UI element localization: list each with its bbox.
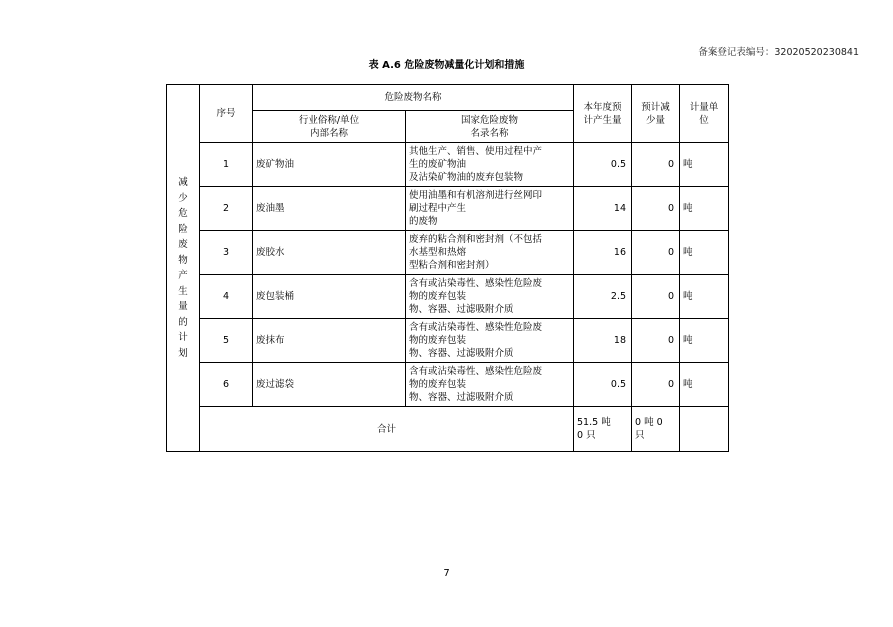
row-name: 废矿物油 xyxy=(253,143,406,187)
row-annual: 0.5 xyxy=(574,143,632,187)
header-waste-name: 危险废物名称 xyxy=(253,85,574,111)
row-national: 使用油墨和有机溶剂进行丝网印 刷过程中产生 的废物 xyxy=(406,187,574,231)
table-row xyxy=(167,319,729,363)
side-char: 减 xyxy=(178,177,188,188)
total-annual: 51.5 吨 0 只 xyxy=(574,407,632,452)
row-reduce: 0 xyxy=(632,187,680,231)
row-name: 废抹布 xyxy=(253,319,406,363)
total-unit xyxy=(680,407,729,452)
header-industry-name: 行业俗称/单位 内部名称 xyxy=(253,111,406,143)
row-seq: 4 xyxy=(200,275,253,319)
row-seq: 1 xyxy=(200,143,253,187)
row-annual: 0.5 xyxy=(574,363,632,407)
header-seq: 序号 xyxy=(200,85,253,143)
header-row-1 xyxy=(167,85,729,111)
side-char: 生 xyxy=(178,285,188,297)
row-seq: 3 xyxy=(200,231,253,275)
row-annual: 2.5 xyxy=(574,275,632,319)
row-national: 含有或沾染毒性、感染性危险废 物的废弃包装 物、容器、过滤吸附介质 xyxy=(406,275,574,319)
row-national: 含有或沾染毒性、感染性危险废 物的废弃包装 物、容器、过滤吸附介质 xyxy=(406,363,574,407)
row-national: 含有或沾染毒性、感染性危险废 物的废弃包装 物、容器、过滤吸附介质 xyxy=(406,319,574,363)
header-national-name: 国家危险废物 名录名称 xyxy=(406,111,574,143)
side-char: 物 xyxy=(178,254,188,266)
row-annual: 18 xyxy=(574,319,632,363)
row-reduce: 0 xyxy=(632,143,680,187)
row-annual: 14 xyxy=(574,187,632,231)
header-annual: 本年度预 计产生量 xyxy=(574,85,632,143)
table-row xyxy=(167,275,729,319)
side-char: 少 xyxy=(178,192,188,204)
row-reduce: 0 xyxy=(632,275,680,319)
side-char: 产 xyxy=(178,270,188,281)
registration-number: 备案登记表编号：32020520230841 xyxy=(698,47,859,58)
table-row xyxy=(167,231,729,275)
row-reduce: 0 xyxy=(632,363,680,407)
side-char: 量 xyxy=(178,301,188,312)
row-national: 其他生产、销售、使用过程中产 生的废矿物油 及沾染矿物油的废弃包装物 xyxy=(406,143,574,187)
row-name: 废包装桶 xyxy=(253,275,406,319)
table-row xyxy=(167,187,729,231)
row-unit: 吨 xyxy=(680,143,729,187)
side-char: 的 xyxy=(178,316,188,328)
table-title: 表 A.6 危险废物减量化计划和措施 xyxy=(368,60,525,71)
table-row xyxy=(167,143,729,187)
row-reduce: 0 xyxy=(632,319,680,363)
row-unit: 吨 xyxy=(680,231,729,275)
side-label xyxy=(167,85,200,452)
side-char: 计 xyxy=(178,332,188,343)
row-unit: 吨 xyxy=(680,275,729,319)
header-reduce: 预计减 少量 xyxy=(632,85,680,143)
row-unit: 吨 xyxy=(680,363,729,407)
total-row xyxy=(167,407,729,452)
row-seq: 5 xyxy=(200,319,253,363)
row-national: 废弃的粘合剂和密封剂（不包括 水基型和热熔 型粘合剂和密封剂） xyxy=(406,231,574,275)
waste-reduction-table xyxy=(166,84,729,452)
row-annual: 16 xyxy=(574,231,632,275)
row-name: 废油墨 xyxy=(253,187,406,231)
side-char: 危 xyxy=(178,208,188,219)
header-unit: 计量单 位 xyxy=(680,85,729,143)
table-row xyxy=(167,363,729,407)
row-name: 废胶水 xyxy=(253,231,406,275)
page-number: 7 xyxy=(443,568,450,579)
side-char: 废 xyxy=(178,239,188,250)
total-reduce: 0 吨 0 只 xyxy=(632,407,680,452)
row-reduce: 0 xyxy=(632,231,680,275)
row-unit: 吨 xyxy=(680,319,729,363)
row-name: 废过滤袋 xyxy=(253,363,406,407)
total-label: 合计 xyxy=(200,407,574,452)
row-unit: 吨 xyxy=(680,187,729,231)
row-seq: 6 xyxy=(200,363,253,407)
side-char: 险 xyxy=(178,223,188,235)
row-seq: 2 xyxy=(200,187,253,231)
side-char: 划 xyxy=(178,347,188,359)
